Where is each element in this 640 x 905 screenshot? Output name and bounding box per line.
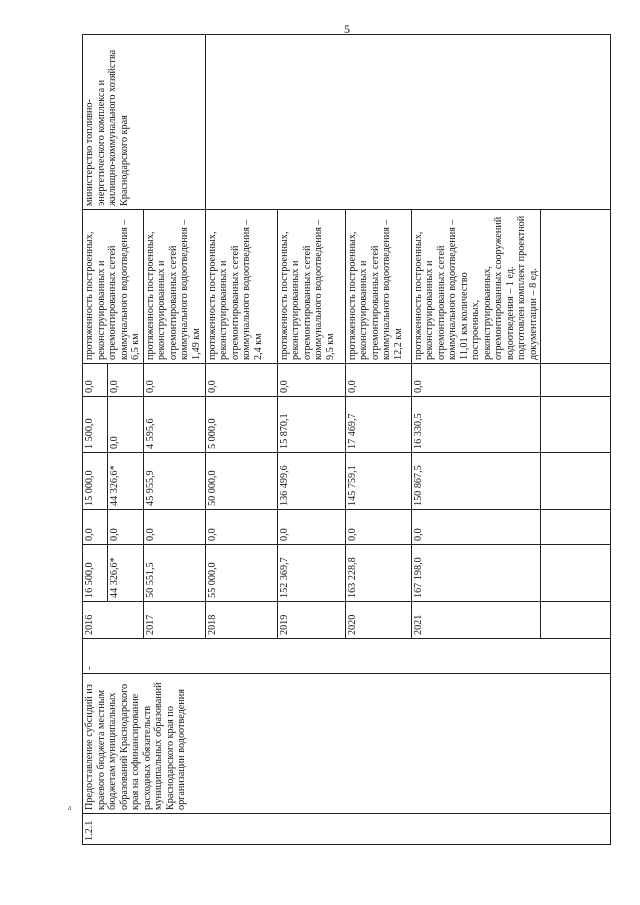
result-cell: протяженность построенных, реконструированных и отремонтированных сетей коммунального водоотведения – 12,2 км bbox=[345, 210, 411, 364]
empty-cell bbox=[541, 210, 611, 364]
federal-cell: 0,0 bbox=[143, 510, 205, 545]
local-cell: 0,0 bbox=[107, 397, 143, 453]
empty-cell bbox=[541, 397, 611, 453]
local-cell: 16 330,5 bbox=[411, 397, 541, 453]
extra-budget-cell: 0,0 bbox=[205, 364, 277, 397]
extra-budget-cell: 0,0 bbox=[83, 364, 108, 397]
result-cell: протяженность построенных, реконструированных и отремонтированных сетей коммунального водоотведения – 9,5 км bbox=[277, 210, 345, 364]
item-number-cell: 1.2.1 bbox=[83, 814, 611, 845]
regional-cell: 136 499,6 bbox=[277, 453, 345, 510]
regional-cell: 150 867,5 bbox=[411, 453, 541, 510]
year-cell: 2016 bbox=[83, 602, 144, 639]
result-cell: протяженность построенных, реконструированных и отремонтированных сетей коммунального водоотведения – 2,4 км bbox=[205, 210, 277, 364]
regional-cell: 44 326,6* bbox=[107, 453, 143, 510]
result-cell: протяженность построенных, реконструированных и отремонтированных сетей коммунального водоотведения – 11,01 км количество построенных, реконструированных, отремонтированных сооружений водоотведения – 1 ед. подготовлен комплект проектной документации – 8 ед. bbox=[411, 210, 541, 364]
federal-cell: 0,0 bbox=[83, 510, 108, 545]
extra-budget-cell: 0,0 bbox=[143, 364, 205, 397]
result-cell: протяженность построенных, реконструированных и отремонтированных сетей коммунального водоотведения – 1,49 км bbox=[143, 210, 205, 364]
year-cell: 2019 bbox=[277, 602, 345, 639]
empty-cell bbox=[541, 453, 611, 510]
total-cell: 163 228,8 bbox=[345, 545, 411, 602]
table-row bbox=[83, 35, 108, 845]
result-cell: протяженность построенных, реконструированных и отремонтированных сетей коммунального водоотведения – 6,5 км bbox=[83, 210, 144, 364]
year-cell: 2021 bbox=[411, 602, 541, 639]
local-cell: 17 469,7 bbox=[345, 397, 411, 453]
total-cell: 55 000,0 bbox=[205, 545, 277, 602]
federal-cell: 0,0 bbox=[345, 510, 411, 545]
extra-budget-cell: 0,0 bbox=[107, 364, 143, 397]
empty-cell bbox=[541, 545, 611, 602]
empty-cell bbox=[541, 364, 611, 397]
federal-cell: 0,0 bbox=[205, 510, 277, 545]
extra-budget-cell: 0,0 bbox=[277, 364, 345, 397]
executor-empty-cell bbox=[205, 35, 611, 210]
regional-cell: 45 955,9 bbox=[143, 453, 205, 510]
total-cell: 167 198,0 bbox=[411, 545, 541, 602]
regional-cell: 15 000,0 bbox=[83, 453, 108, 510]
local-cell: 5 000,0 bbox=[205, 397, 277, 453]
total-cell: 152 369,7 bbox=[277, 545, 345, 602]
total-cell: 44 326,6* bbox=[107, 545, 143, 602]
year-cell: 2018 bbox=[205, 602, 277, 639]
extra-budget-cell: 0,0 bbox=[345, 364, 411, 397]
federal-cell: 0,0 bbox=[277, 510, 345, 545]
year-cell: 2017 bbox=[143, 602, 205, 639]
page-number: 5 bbox=[344, 22, 350, 36]
program-measures-table bbox=[82, 34, 611, 845]
executor-cell: министерство топливно-энергетического комплекса и жилищно-коммунального хозяйства Краснодарского края bbox=[83, 35, 206, 210]
local-cell: 4 595,6 bbox=[143, 397, 205, 453]
federal-cell: 0,0 bbox=[411, 510, 541, 545]
federal-cell: 0,0 bbox=[107, 510, 143, 545]
regional-cell: 145 759,1 bbox=[345, 453, 411, 510]
total-cell: 16 500,0 bbox=[83, 545, 108, 602]
local-cell: 1 500,0 bbox=[83, 397, 108, 453]
extra-budget-cell: 0,0 bbox=[411, 364, 541, 397]
margin-mark: a bbox=[68, 803, 72, 812]
total-cell: 50 551,5 bbox=[143, 545, 205, 602]
year-cell: 2020 bbox=[345, 602, 411, 639]
regional-cell: 50 000,0 bbox=[205, 453, 277, 510]
empty-cell bbox=[541, 602, 611, 639]
rotated-table-container bbox=[82, 35, 622, 845]
measure-description-cell: Предоставление субсидий из краевого бюджета местным бюджетам муниципальных образований Краснодарского края на софинансирование расходных обязательств муниципальных образований Краснодарского края по организации водоотведения bbox=[83, 674, 611, 814]
local-cell: 15 870,1 bbox=[277, 397, 345, 453]
empty-cell bbox=[541, 510, 611, 545]
dash-cell: - bbox=[83, 639, 611, 674]
